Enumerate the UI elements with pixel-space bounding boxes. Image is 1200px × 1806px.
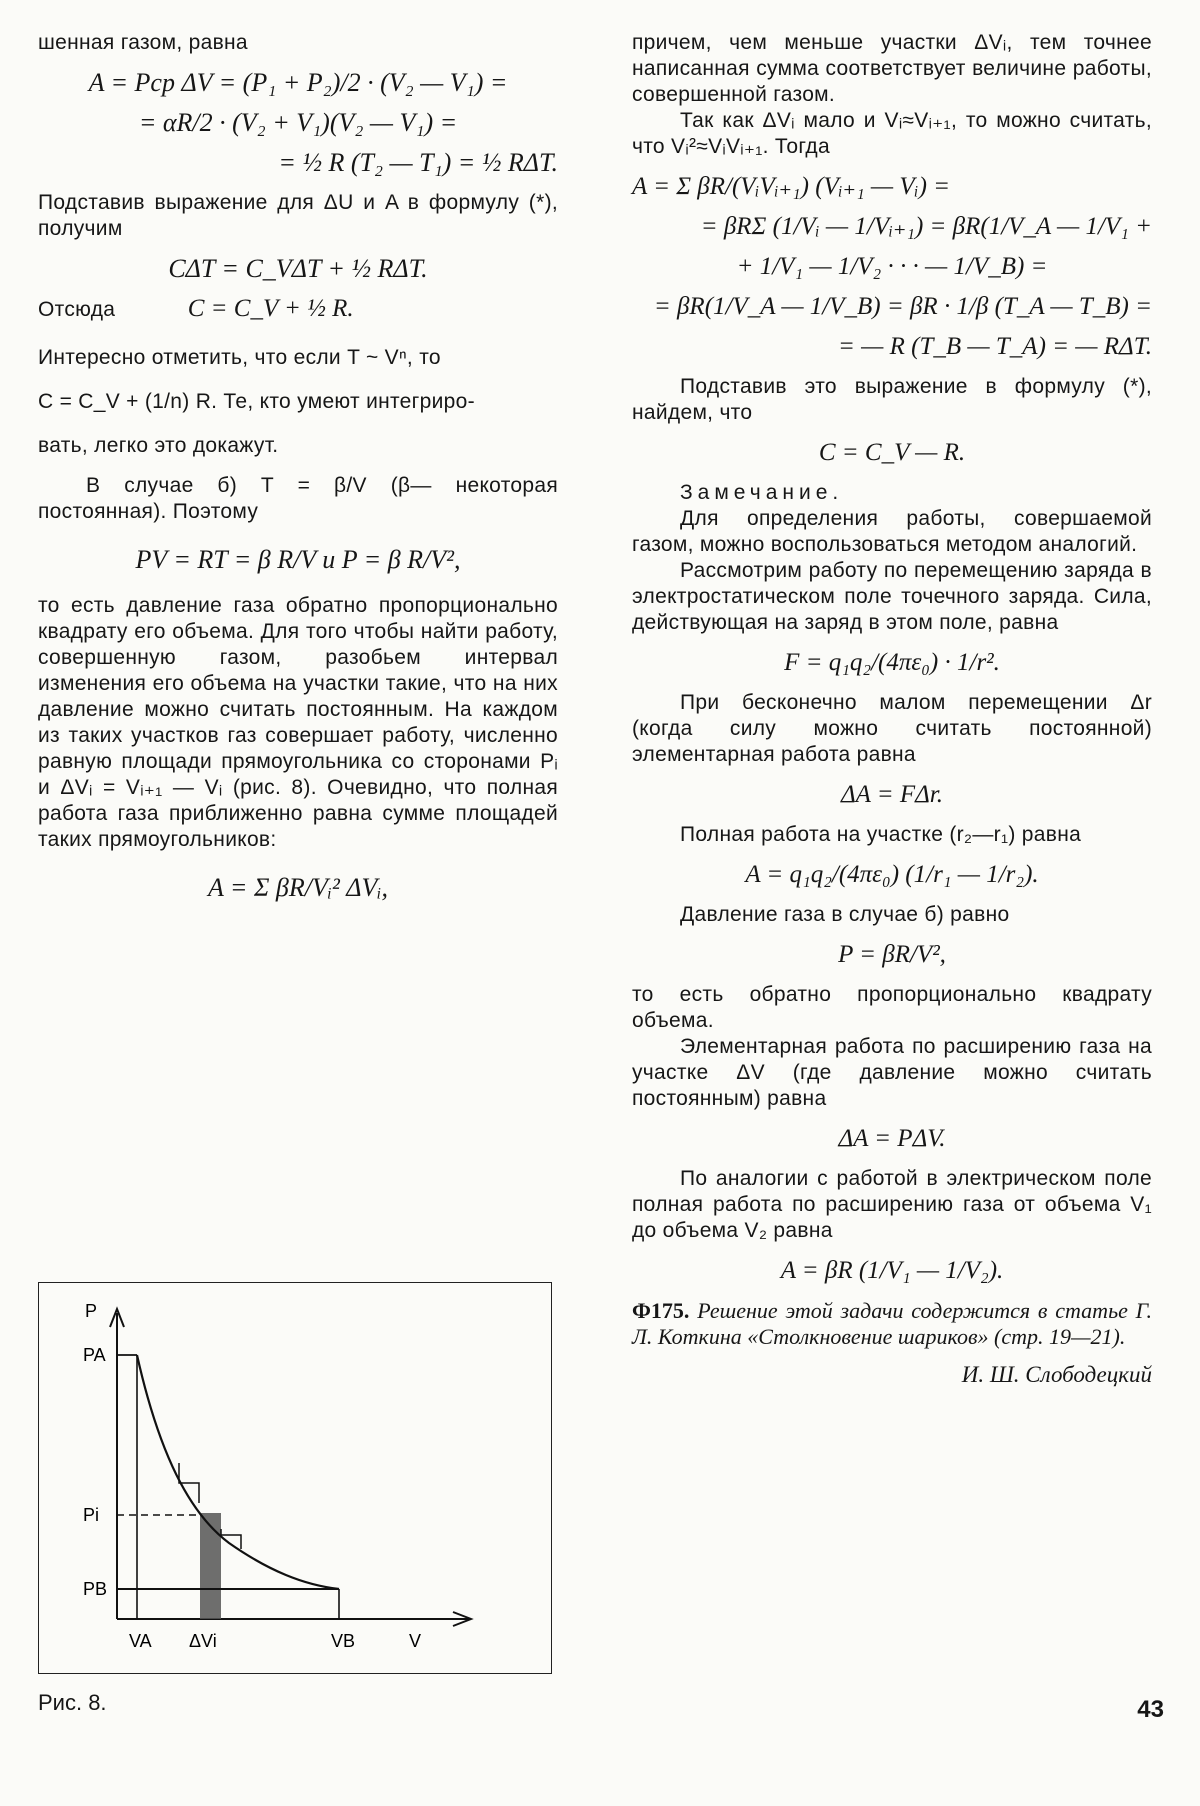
equation-energy-balance: CΔT = C_VΔT + ½ RΔT. <box>168 254 428 283</box>
equation-telescoping-4: = — R (T_B — T_A) = — RΔT. <box>838 333 1152 360</box>
left-column <box>38 30 558 915</box>
paragraph-inverse-square: то есть обратно пропорционально квадрату объема. <box>632 983 1152 1032</box>
label-va: VA <box>129 1631 152 1651</box>
paragraph-total-work-segment: Полная работа на участке (r₂—r₁) равна <box>680 823 1082 846</box>
equation-coulomb-force: F = q₁q₂/(4πε₀) · 1/r². <box>784 649 1000 676</box>
paragraph-infinitesimal: При бесконечно малом перемещении Δr (когда силу можно считать постоянной) элементарная работа равна <box>632 691 1152 766</box>
author-name: И. Ш. Слободецкий <box>961 1362 1152 1387</box>
paragraph-smaller-segments: причем, чем меньше участки ΔVᵢ, тем точнее написанная сумма соответствует величине работы, совершенной газом. <box>632 31 1152 106</box>
problem-note <box>632 1298 1152 1350</box>
pv-diagram-svg <box>39 1283 551 1673</box>
equation-gas-pressure: P = βR/V², <box>838 941 946 968</box>
equation-sum-telescoping: A = Σ βR/(VᵢVᵢ₊₁) (Vᵢ₊₁ — Vᵢ) = <box>632 173 951 200</box>
equation-work-result: = ½ R (T₂ — T₁) = ½ RΔT. <box>278 148 558 177</box>
label-hence: Отсюда <box>38 298 116 321</box>
paragraph-approximation: Так как ΔVᵢ мало и Vᵢ≈Vᵢ₊₁, то можно считать, что Vᵢ²≈VᵢVᵢ₊₁. Тогда <box>632 109 1152 158</box>
paragraph-analogy-method: Для определения работы, совершаемой газом, можно воспользоваться методом аналогий. <box>632 507 1152 556</box>
isotherm-curve <box>137 1355 339 1589</box>
equation-sum-areas: A = Σ βR/Vᵢ² ΔVᵢ, <box>207 873 388 902</box>
page-number: 43 <box>1137 1696 1164 1723</box>
equation-telescoping-2: + 1/V₁ — 1/V₂ · · · — 1/V_B) = <box>736 253 1048 280</box>
paragraph-case-b: В случае б) T = β/V (β— некоторая постоянная). Поэтому <box>38 474 558 523</box>
problem-number: Ф175. <box>632 1298 690 1323</box>
paragraph-elementary-expansion: Элементарная работа по расширению газа на участке ΔV (где давление можно считать постоянным) равна <box>632 1035 1152 1110</box>
label-v-axis: V <box>409 1631 422 1651</box>
paragraph-substitute-result: Подставив это выражение в формулу (*), найдем, что <box>632 375 1152 424</box>
paragraph-integrate: C = C_V + (1/n) R. Те, кто умеют интегриро- <box>38 390 475 413</box>
equation-electric-work: A = q₁q₂/(4πε₀) (1/r₁ — 1/r₂). <box>745 861 1039 888</box>
equation-pdv: ΔA = PΔV. <box>838 1125 946 1152</box>
equation-elementary-work: ΔA = FΔr. <box>840 781 943 808</box>
equation-heat-capacity-row <box>38 296 558 323</box>
paragraph-electrostatic: Рассмотрим работу по перемещению заряда в электростатическом поле точечного заряда. Сила, действующая на заряд в этом поле, равна <box>632 559 1152 634</box>
label-vb: VB <box>331 1631 356 1651</box>
paragraph-interesting: Интересно отметить, что если T ~ Vⁿ, то <box>38 346 441 369</box>
equation-work-expanded: = αR/2 · (V₂ + V₁)(V₂ — V₁) = <box>138 108 458 137</box>
equation-work-average: A = Pср ΔV = (P₁ + P₂)/2 · (V₂ — V₁) = <box>88 68 508 97</box>
label-p-axis: P <box>85 1301 98 1321</box>
label-pa: PA <box>83 1345 106 1365</box>
label-pb: PB <box>83 1579 108 1599</box>
equation-telescoping-3: = βR(1/V_A — 1/V_B) = βR · 1/β (T_A — T_B) = <box>653 293 1152 320</box>
label-delta-vi: ΔVi <box>189 1631 217 1651</box>
equation-gas-work: A = βR (1/V₁ — 1/V₂). <box>780 1257 1004 1284</box>
delta-v-strip <box>200 1513 221 1619</box>
remark-heading: Замечание. <box>680 481 844 504</box>
problem-note-text: Решение этой задачи содержится в статье Г. Л. Коткина «Столкновение шариков» (стр. 19—21). <box>632 1298 1152 1349</box>
label-pi: Pi <box>83 1505 100 1525</box>
paragraph-pressure-inverse: то есть давление газа обратно пропорционально квадрату его объема. Для того чтобы найти работу, совершенную газом, разобьем интервал изменения его объема на участки такие, что на них давление можно считать постоянным. На каждом из таких участков газ совершает работу, численно равную площади прямоугольника со сторонами Pᵢ и ΔVᵢ = Vᵢ₊₁ — Vᵢ (рис. 8). Очевидно, что полная работа газа приближенно равна сумме площадей таких прямоугольников: <box>38 594 558 851</box>
equation-pressure: PV = RT = β R/V и P = β R/V², <box>135 545 461 574</box>
equation-telescoping-1: = βRΣ (1/Vᵢ — 1/Vᵢ₊₁) = βR(1/V_A — 1/V₁ + <box>700 213 1152 240</box>
figure-caption: Рис. 8. <box>38 1690 107 1715</box>
equation-final-capacity: C = C_V — R. <box>818 439 966 466</box>
paragraph-by-analogy: По аналогии с работой в электрическом поле полная работа по расширению газа от объема V₁ до объема V₂ равна <box>632 1167 1152 1242</box>
paragraph-gas-pressure: Давление газа в случае б) равно <box>680 903 1010 926</box>
paragraph-substitute: Подставив выражение для ΔU и A в формулу (*), получим <box>38 191 558 240</box>
left-opening-line: шенная газом, равна <box>38 31 248 54</box>
figure-pv-diagram <box>38 1282 552 1674</box>
right-column <box>632 30 1152 1388</box>
paragraph-prove: вать, легко это докажут. <box>38 434 279 457</box>
equation-heat-capacity: C = C_V + ½ R. <box>187 295 354 322</box>
